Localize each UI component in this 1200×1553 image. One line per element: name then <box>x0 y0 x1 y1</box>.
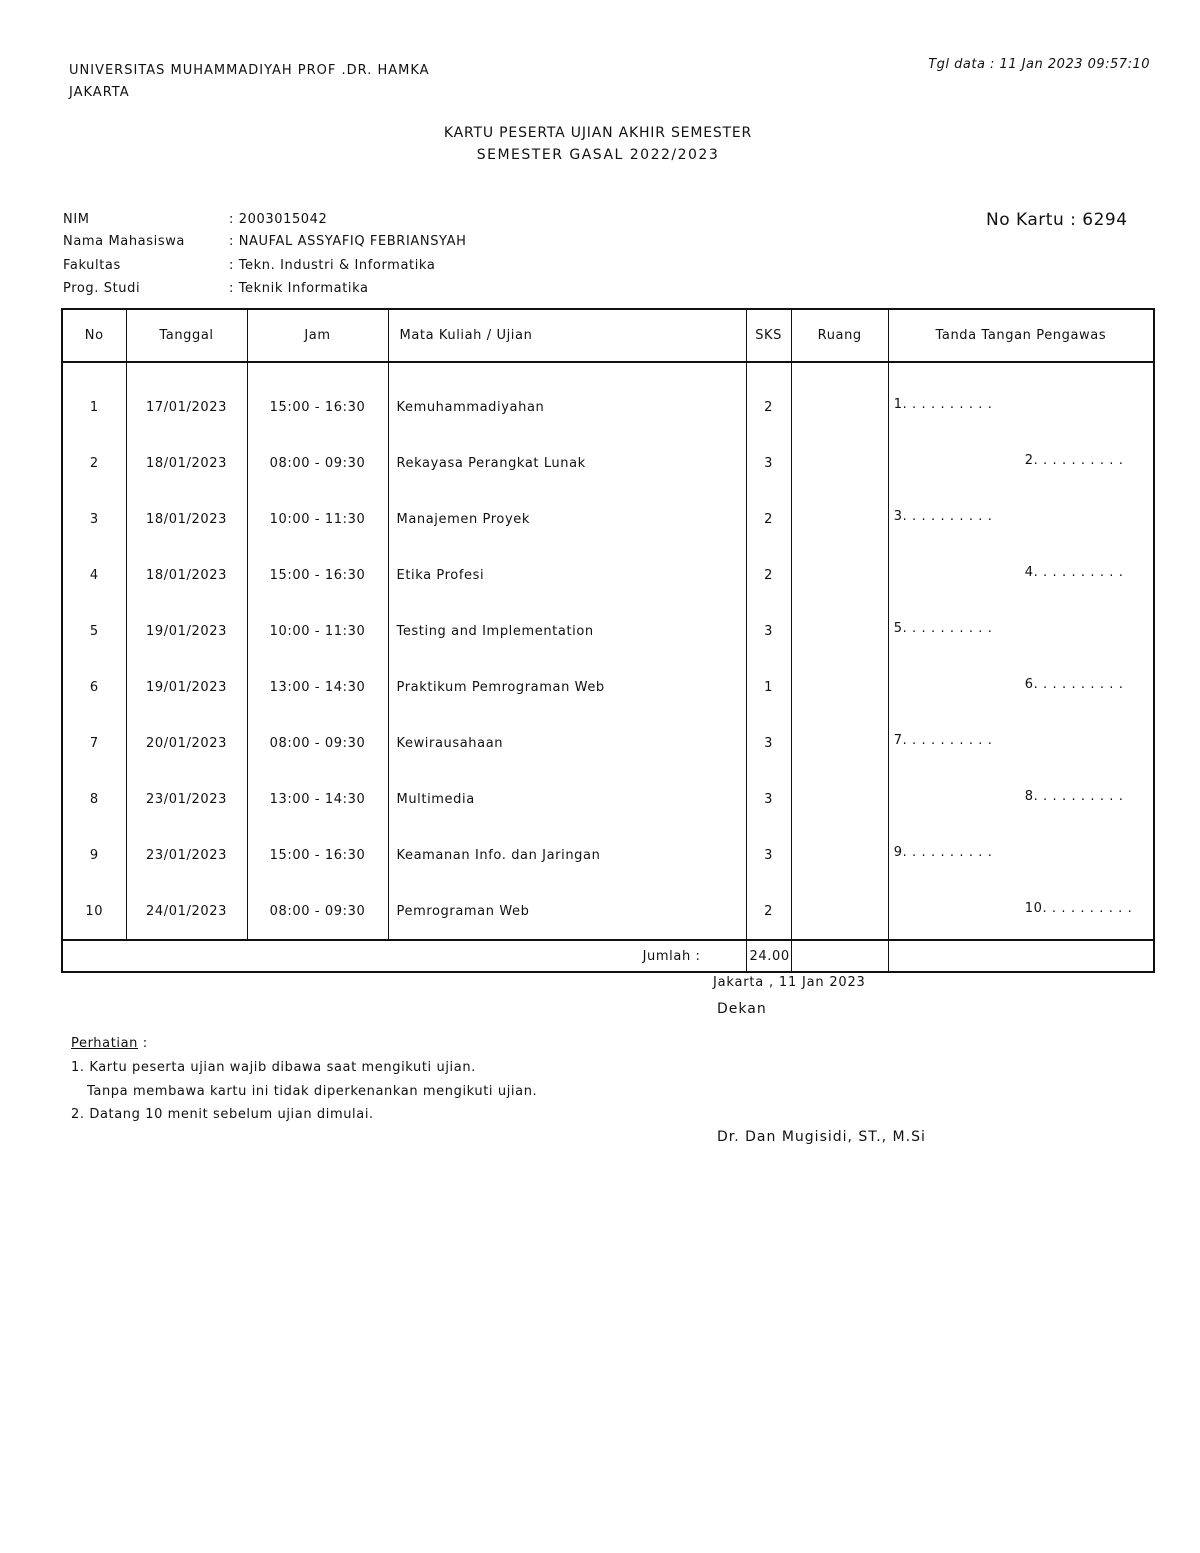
signature-line: 6. . . . . . . . . . <box>1024 677 1124 692</box>
row-no: 6 <box>62 659 126 715</box>
header-time: Jam <box>247 309 388 362</box>
row-sks: 3 <box>746 771 791 827</box>
semester-title: SEMESTER GASAL 2022/2023 <box>476 147 720 163</box>
program-value: : Teknik Informatika <box>229 281 369 296</box>
row-date: 18/01/2023 <box>126 435 247 491</box>
row-date: 19/01/2023 <box>126 659 247 715</box>
note-item-1-cont: Tanpa membawa kartu ini tidak diperkenankan mengikuti ujian. <box>87 1084 538 1099</box>
row-room <box>791 603 888 659</box>
table-row <box>62 883 1154 940</box>
row-date: 23/01/2023 <box>126 827 247 883</box>
row-room <box>791 771 888 827</box>
row-course: Testing and Implementation <box>388 603 746 659</box>
row-sks: 3 <box>746 715 791 771</box>
row-sks: 2 <box>746 491 791 547</box>
row-room <box>791 435 888 491</box>
row-sks: 2 <box>746 547 791 603</box>
row-signature-cell <box>888 715 1154 771</box>
header-signature: Tanda Tangan Pengawas <box>888 309 1154 362</box>
row-course: Keamanan Info. dan Jaringan <box>388 827 746 883</box>
signature-line: 2. . . . . . . . . . <box>1024 453 1124 468</box>
signature-line: 10. . . . . . . . . . <box>1024 901 1133 916</box>
row-course: Kemuhammadiyahan <box>388 379 746 435</box>
row-room <box>791 715 888 771</box>
row-course: Rekayasa Perangkat Lunak <box>388 435 746 491</box>
institution-name <box>69 60 430 104</box>
row-signature-cell <box>888 491 1154 547</box>
row-date: 23/01/2023 <box>126 771 247 827</box>
card-title: KARTU PESERTA UJIAN AKHIR SEMESTER <box>443 125 753 141</box>
faculty-label: Fakultas <box>63 258 121 273</box>
signature-line: 5. . . . . . . . . . <box>893 621 993 636</box>
notes-heading <box>71 1036 148 1051</box>
signature-line: 9. . . . . . . . . . <box>893 845 993 860</box>
table-row <box>62 435 1154 491</box>
row-room <box>791 379 888 435</box>
header-sks: SKS <box>746 309 791 362</box>
notes-heading-suffix: : <box>138 1036 148 1051</box>
row-sks: 3 <box>746 603 791 659</box>
row-time: 15:00 - 16:30 <box>247 827 388 883</box>
nim-label: NIM <box>63 212 90 227</box>
row-time: 10:00 - 11:30 <box>247 603 388 659</box>
row-signature-cell <box>888 547 1154 603</box>
row-sks: 3 <box>746 827 791 883</box>
table-row <box>62 379 1154 435</box>
note-item-1: 1. Kartu peserta ujian wajib dibawa saat mengikuti ujian. <box>71 1060 476 1075</box>
row-signature-cell <box>888 771 1154 827</box>
signature-line: 4. . . . . . . . . . <box>1024 565 1124 580</box>
table-row <box>62 603 1154 659</box>
table-row <box>62 659 1154 715</box>
total-room-cell <box>791 940 888 972</box>
row-room <box>791 659 888 715</box>
signature-line: 8. . . . . . . . . . <box>1024 789 1124 804</box>
row-date: 20/01/2023 <box>126 715 247 771</box>
institution-line1: UNIVERSITAS MUHAMMADIYAH PROF .DR. HAMKA <box>69 63 430 78</box>
signature-line: 3. . . . . . . . . . <box>893 509 993 524</box>
header-date: Tanggal <box>126 309 247 362</box>
row-signature-cell <box>888 827 1154 883</box>
row-course: Kewirausahaan <box>388 715 746 771</box>
row-time: 08:00 - 09:30 <box>247 715 388 771</box>
row-time: 15:00 - 16:30 <box>247 379 388 435</box>
row-room <box>791 827 888 883</box>
table-row <box>62 715 1154 771</box>
program-label: Prog. Studi <box>63 281 141 296</box>
nim-value: : 2003015042 <box>229 212 328 227</box>
total-row <box>62 940 1154 972</box>
row-signature-cell <box>888 659 1154 715</box>
row-course: Manajemen Proyek <box>388 491 746 547</box>
row-signature-cell <box>888 883 1154 940</box>
place-date: Jakarta , 11 Jan 2023 <box>713 975 866 990</box>
row-sks: 2 <box>746 379 791 435</box>
header-room: Ruang <box>791 309 888 362</box>
print-date: Tgl data : 11 Jan 2023 09:57:10 <box>928 57 1150 72</box>
row-signature-cell <box>888 603 1154 659</box>
row-course: Pemrograman Web <box>388 883 746 940</box>
row-no: 7 <box>62 715 126 771</box>
row-room <box>791 547 888 603</box>
row-no: 9 <box>62 827 126 883</box>
row-no: 4 <box>62 547 126 603</box>
name-value: : NAUFAL ASSYAFIQ FEBRIANSYAH <box>229 234 467 249</box>
row-date: 19/01/2023 <box>126 603 247 659</box>
row-no: 8 <box>62 771 126 827</box>
exam-schedule-table <box>61 308 1155 973</box>
row-no: 1 <box>62 379 126 435</box>
row-time: 15:00 - 16:30 <box>247 547 388 603</box>
row-no: 3 <box>62 491 126 547</box>
total-signature-cell <box>888 940 1154 972</box>
header-no: No <box>62 309 126 362</box>
signer-position: Dekan <box>717 1001 767 1017</box>
row-date: 17/01/2023 <box>126 379 247 435</box>
row-room <box>791 883 888 940</box>
total-sks: 24.00 <box>746 940 791 972</box>
row-sks: 3 <box>746 435 791 491</box>
row-time: 13:00 - 14:30 <box>247 771 388 827</box>
institution-line2: JAKARTA <box>69 85 130 100</box>
row-no: 2 <box>62 435 126 491</box>
row-time: 10:00 - 11:30 <box>247 491 388 547</box>
row-date: 24/01/2023 <box>126 883 247 940</box>
header-course: Mata Kuliah / Ujian <box>388 309 746 362</box>
table-header-row <box>62 309 1154 362</box>
row-date: 18/01/2023 <box>126 547 247 603</box>
signature-line: 7. . . . . . . . . . <box>893 733 993 748</box>
row-course: Multimedia <box>388 771 746 827</box>
card-number: No Kartu : 6294 <box>986 210 1128 230</box>
row-signature-cell <box>888 435 1154 491</box>
row-no: 5 <box>62 603 126 659</box>
row-time: 08:00 - 09:30 <box>247 435 388 491</box>
row-signature-cell <box>888 379 1154 435</box>
note-item-2: 2. Datang 10 menit sebelum ujian dimulai. <box>71 1107 374 1122</box>
table-row <box>62 827 1154 883</box>
row-room <box>791 491 888 547</box>
row-time: 13:00 - 14:30 <box>247 659 388 715</box>
name-label: Nama Mahasiswa <box>63 234 185 249</box>
row-date: 18/01/2023 <box>126 491 247 547</box>
row-course: Praktikum Pemrograman Web <box>388 659 746 715</box>
table-row <box>62 491 1154 547</box>
signer-name: Dr. Dan Mugisidi, ST., M.Si <box>717 1129 926 1145</box>
faculty-value: : Tekn. Industri & Informatika <box>229 258 436 273</box>
signature-line: 1. . . . . . . . . . <box>893 397 993 412</box>
row-no: 10 <box>62 883 126 940</box>
total-label: Jumlah : <box>62 940 746 972</box>
table-row <box>62 771 1154 827</box>
table-row <box>62 547 1154 603</box>
row-sks: 1 <box>746 659 791 715</box>
row-sks: 2 <box>746 883 791 940</box>
notes-heading-text: Perhatian <box>71 1036 139 1051</box>
row-time: 08:00 - 09:30 <box>247 883 388 940</box>
row-course: Etika Profesi <box>388 547 746 603</box>
